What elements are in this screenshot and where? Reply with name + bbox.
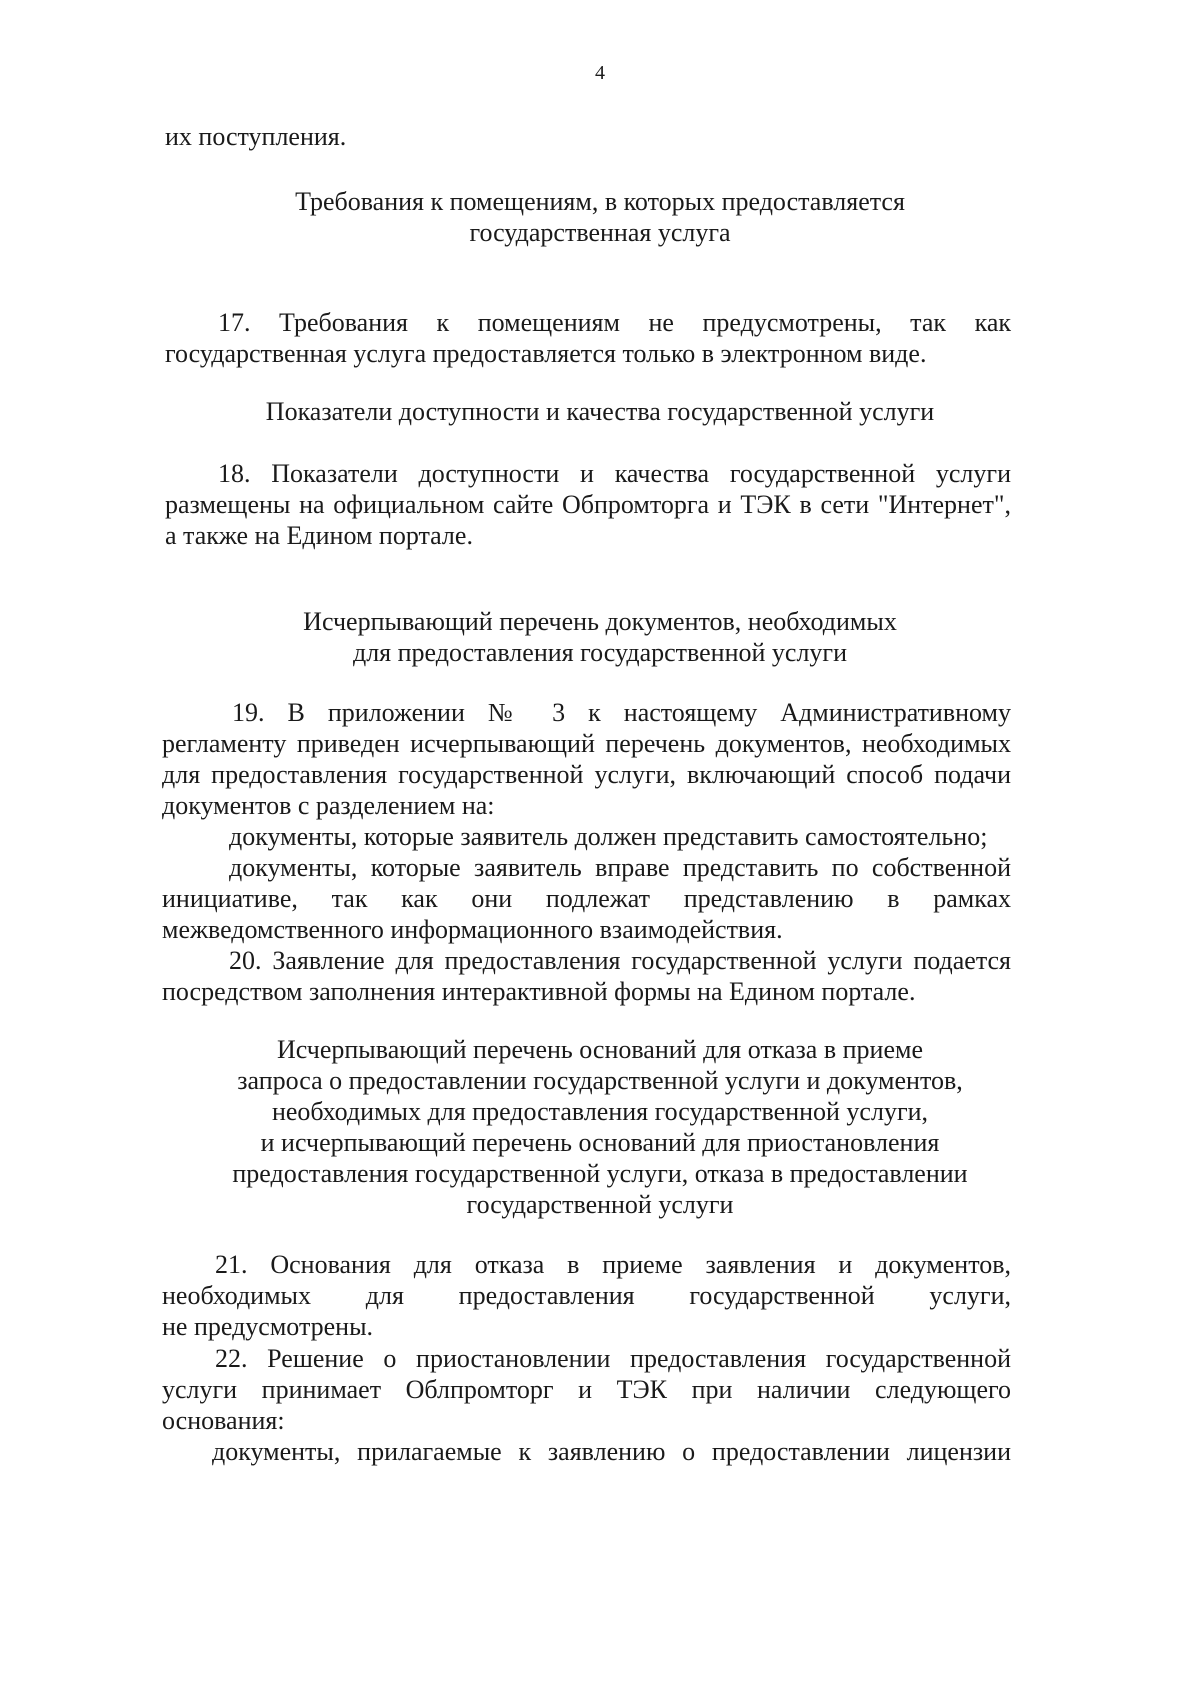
heading-line: необходимых для предоставления государственной услуги,: [271, 1097, 929, 1126]
list-item: документы, прилагаемые к заявлению о предоставлении лицензии: [212, 1437, 1011, 1466]
paragraph-line: а также на Едином портале.: [165, 521, 473, 550]
heading-line: Требования к помещениям, в которых предоставляется: [295, 187, 905, 216]
paragraph-continuation: их поступления.: [165, 122, 347, 151]
paragraph-line: для предоставления государственной услуги, включающий способ подачи: [162, 760, 1011, 789]
heading-line: запроса о предоставлении государственной услуги и документов,: [237, 1066, 963, 1095]
paragraph-line: посредством заполнения интерактивной формы на Едином портале.: [162, 977, 916, 1006]
paragraph-line: документов с разделением на:: [162, 791, 495, 820]
paragraph-line: государственная услуга предоставляется только в электронном виде.: [165, 339, 927, 368]
paragraph-line: регламенту приведен исчерпывающий перечень документов, необходимых: [162, 729, 1011, 758]
paragraph-line: основания:: [162, 1406, 285, 1435]
heading-line: предоставления государственной услуги, отказа в предоставлении: [232, 1159, 968, 1188]
paragraph-line: межведомственного информационного взаимодействия.: [162, 915, 783, 944]
paragraph-line: 20. Заявление для предоставления государственной услуги подается: [229, 946, 1011, 975]
heading-line: Исчерпывающий перечень документов, необходимых: [303, 607, 897, 636]
page-number: 4: [595, 62, 605, 84]
paragraph-line: документы, которые заявитель вправе представить по собственной: [229, 853, 1011, 882]
heading-line: и исчерпывающий перечень оснований для приостановления: [260, 1128, 940, 1157]
paragraph-line: 22. Решение о приостановлении предоставления государственной: [215, 1344, 1011, 1373]
heading-line: Исчерпывающий перечень оснований для отказа в приеме: [276, 1035, 923, 1064]
paragraph-line: размещены на официальном сайте Обпромторга и ТЭК в сети "Интернет",: [165, 490, 1011, 519]
heading-line: для предоставления государственной услуги: [352, 638, 848, 667]
paragraph-line: 21. Основания для отказа в приеме заявления и документов,: [215, 1250, 1011, 1279]
paragraph-line: услуги принимает Облпромторг и ТЭК при наличии следующего: [162, 1375, 1011, 1404]
heading-line: государственная услуга: [469, 218, 731, 247]
list-item: документы, которые заявитель должен представить самостоятельно;: [229, 822, 988, 851]
paragraph-line: необходимых для предоставления государственной услуги,: [162, 1281, 1011, 1310]
heading-line: государственной услуги: [466, 1190, 734, 1219]
section-heading-accessibility: Показатели доступности и качества государственной услуги: [265, 397, 935, 426]
paragraph-line: 18. Показатели доступности и качества государственной услуги: [218, 459, 1011, 488]
paragraph-line: 19. В приложении № 3 к настоящему Административному: [232, 698, 1011, 727]
paragraph-line: инициативе, так как они подлежат представлению в рамках: [162, 884, 1011, 913]
paragraph-line: не предусмотрены.: [162, 1312, 374, 1341]
paragraph-line: 17. Требования к помещениям не предусмотрены, так как: [218, 308, 1011, 337]
